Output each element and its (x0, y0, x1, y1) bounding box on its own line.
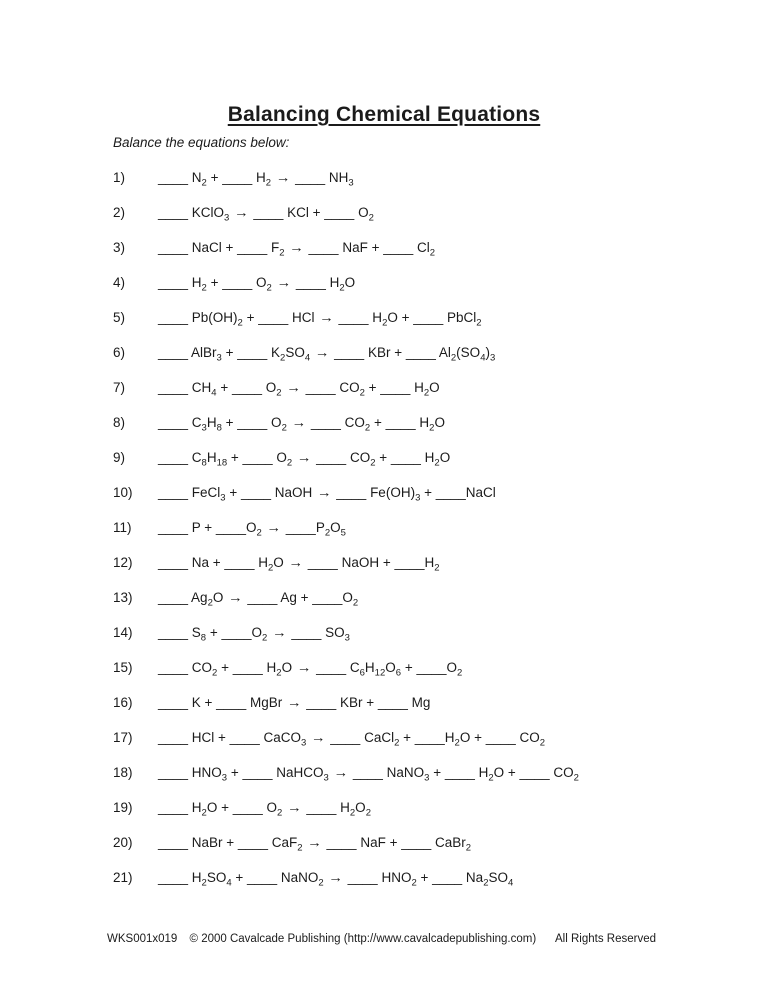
equation-row (113, 868, 728, 903)
equation-row (113, 378, 728, 413)
equation-number: 1) (113, 170, 126, 185)
equation-number: 4) (113, 275, 126, 290)
equation-number: 9) (113, 450, 126, 465)
equation-formula: ____ AlBr$_3$ + ____ $K_2SO_4$ → ____ KBr + ____ $Al_2(SO_4)_3$ (158, 345, 496, 364)
equation-formula: ____ NaBr + ____ CaF$_2$ → ____ NaF + ____ CaBr$_2$ (158, 835, 472, 854)
instruction-text: Balance the equations below: (113, 135, 290, 150)
reaction-arrow-icon: → (275, 170, 291, 186)
equation-formula: ____ $CH_4$ + ____ $O_2$ → ____ $CO_2$ + ____ $H_2O$ (158, 380, 440, 399)
equation-formula: ____ $N_2$ + ____ $H_2$ → ____ $NH_3$ (158, 170, 354, 189)
reaction-arrow-icon: → (228, 590, 243, 606)
equation-row (113, 483, 728, 518)
copyright-text: © 2000 Cavalcade Publishing (http://www.cavalcadepublishing.com) (189, 933, 537, 945)
reaction-arrow-icon: → (272, 625, 287, 641)
page-title: Balancing Chemical Equations (227, 103, 541, 127)
reaction-arrow-icon: → (276, 275, 292, 291)
equation-number: 19) (113, 800, 133, 815)
equation-formula: ____ $Pb(OH)_2$ + ____ HCl → ____ $H_2O$ + ____ PbCl$_2$ (158, 310, 482, 329)
reaction-arrow-icon: → (289, 240, 304, 256)
reaction-arrow-icon: → (311, 730, 326, 746)
reaction-arrow-icon: → (234, 205, 249, 221)
equation-formula: ____ $C_3H_8$ + ____ $O_2$ → ____ $CO_2$ + ____ $H_2O$ (158, 415, 445, 434)
reaction-arrow-icon: → (328, 870, 343, 886)
equation-row (113, 658, 728, 693)
equation-number: 7) (113, 380, 126, 395)
equation-row (113, 413, 728, 448)
equation-formula: ____ $Ag_2O$ → ____ $Ag + \_\_\_\_O_2$ (158, 590, 359, 609)
equation-number: 14) (113, 625, 133, 640)
equation-row (113, 343, 728, 378)
equation-number: 10) (113, 485, 133, 500)
reaction-arrow-icon: → (266, 520, 282, 536)
equation-formula: ____ $H_2$ + ____ $O_2$ → ____ $H_2O$ (158, 275, 356, 294)
equation-list (113, 168, 728, 903)
reaction-arrow-icon: → (291, 415, 307, 431)
equation-number: 17) (113, 730, 133, 745)
equation-row (113, 553, 728, 588)
equation-formula: ____ $H_2SO_4$ + ____ NaNO$_2$ → ____ $HNO_2$ + ____ $Na_2SO_4$ (158, 870, 514, 889)
reaction-arrow-icon: → (296, 660, 312, 676)
equation-number: 5) (113, 310, 126, 325)
equation-row (113, 518, 728, 553)
equation-number: 13) (113, 590, 133, 605)
equation-row (113, 588, 728, 623)
equation-formula: ____ $S_8$ + $\_\_\_\_O_2$ → ____ $SO_3$ (158, 625, 350, 644)
equation-row (113, 833, 728, 868)
equation-row (113, 763, 728, 798)
footer-left (107, 933, 536, 945)
equation-formula: ____ KClO$_3$ → ____ KCl + ____ $O_2$ (158, 205, 374, 224)
equation-row (113, 448, 728, 483)
reaction-arrow-icon: → (333, 765, 349, 781)
equation-row (113, 693, 728, 728)
page-footer (107, 933, 656, 945)
reaction-arrow-icon: → (307, 835, 322, 851)
equation-number: 20) (113, 835, 133, 850)
reaction-arrow-icon: → (319, 310, 334, 326)
reaction-arrow-icon: → (288, 555, 304, 571)
equation-number: 15) (113, 660, 133, 675)
equation-number: 11) (113, 520, 132, 535)
equation-formula: ____ FeCl$_3$ + ____ NaOH → ____ $Fe(OH)_3$ + ____NaCl (158, 485, 496, 504)
equation-number: 3) (113, 240, 126, 255)
equation-row (113, 273, 728, 308)
equation-row (113, 623, 728, 658)
equation-formula: ____ HCl + ____ CaCO$_3$ → ____ CaCl$_2$ + $\_\_\_\_H_2O$ + ____ $CO_2$ (158, 730, 546, 749)
reaction-arrow-icon: → (287, 800, 302, 816)
equation-formula: ____ $H_2O$ + ____ $O_2$ → ____ $H_2O_2$ (158, 800, 371, 819)
equation-row (113, 203, 728, 238)
equation-number: 2) (113, 205, 126, 220)
equation-row (113, 308, 728, 343)
equation-formula: ____ Na + ____ $H_2O$ → ____ NaOH + $\_\_\_\_H_2$ (158, 555, 440, 574)
equation-number: 6) (113, 345, 126, 360)
equation-row (113, 238, 728, 273)
reaction-arrow-icon: → (296, 450, 312, 466)
equation-number: 16) (113, 695, 133, 710)
equation-formula: ____ K + ____ MgBr → ____ KBr + ____ Mg (158, 695, 431, 711)
worksheet-code: WKS001x019 (107, 933, 178, 945)
equation-formula: ____ $CO_2$ + ____ $H_2O$ → ____ $C_6H_{12}O_6$ + $\_\_\_\_O_2$ (158, 660, 463, 679)
equation-row (113, 798, 728, 833)
equation-row (113, 728, 728, 763)
equation-row (113, 168, 728, 203)
equation-number: 8) (113, 415, 126, 430)
reaction-arrow-icon: → (286, 380, 301, 396)
reaction-arrow-icon: → (314, 345, 330, 361)
rights-text: All Rights Reserved (555, 933, 656, 945)
equation-number: 12) (113, 555, 133, 570)
reaction-arrow-icon: → (286, 695, 302, 711)
equation-formula: ____ NaCl + ____ $F_2$ → ____ NaF + ____ $Cl_2$ (158, 240, 436, 259)
reaction-arrow-icon: → (317, 485, 332, 501)
equation-formula: ____ $C_8H_{18}$ + ____ $O_2$ → ____ $CO_2$ + ____ $H_2O$ (158, 450, 451, 469)
equation-formula: ____ $HNO_3$ + ____ NaHCO$_3$ → ____ NaNO$_3$ + ____ $H_2O$ + ____ $CO_2$ (158, 765, 579, 784)
equation-formula: ____ $P + \_\_\_\_O_2$ → $\_\_\_\_P_2O_5$ (158, 520, 346, 539)
equation-number: 18) (113, 765, 133, 780)
equation-number: 21) (113, 870, 133, 885)
